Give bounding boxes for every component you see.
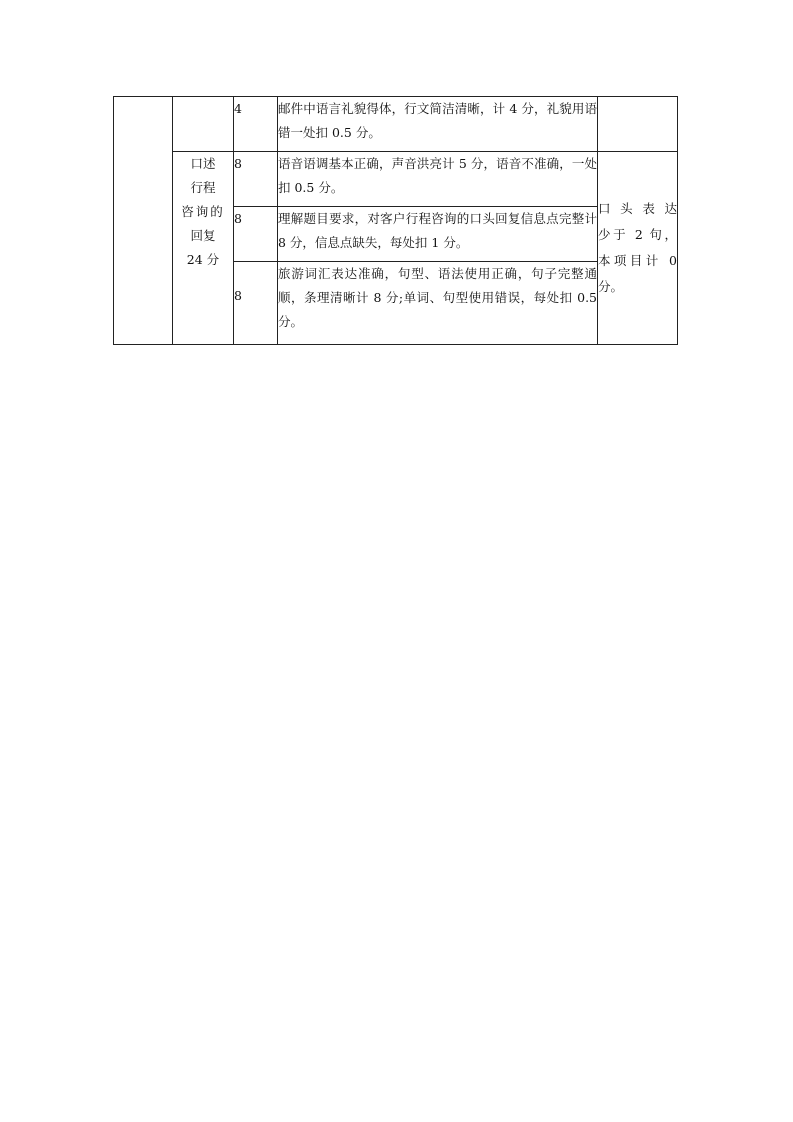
category-line: 24 分 [186,252,220,267]
category-cell [173,152,234,345]
scoring-rubric-table [113,96,678,345]
category-line: 口述 [190,156,216,171]
empty-section-cell [114,97,173,345]
category-line: 回复 [190,228,216,243]
category-line: 咨询的 [181,204,225,219]
score-cell: 4 [234,97,278,152]
score-cell: 8 [234,262,278,345]
table-row [114,152,678,207]
note-line: 少于 2 句， [598,227,677,242]
empty-category-cell [173,97,234,152]
score-cell: 8 [234,152,278,207]
criteria-cell: 邮件中语言礼貌得体，行文简洁清晰，计 4 分，礼貌用语错一处扣 0.5 分。 [278,97,598,152]
empty-note-cell [598,97,678,152]
note-line: 口头表达 [598,201,677,216]
criteria-cell: 理解题目要求，对客户行程咨询的口头回复信息点完整计 8 分，信息点缺失，每处扣 1 分。 [278,207,598,262]
note-line: 本项目计 0 [598,253,677,268]
note-cell [598,152,678,345]
category-line: 行程 [190,180,216,195]
criteria-cell: 旅游词汇表达准确，句型、语法使用正确，句子完整通顺，条理清晰计 8 分;单词、句型使用错误，每处扣 0.5 分。 [278,262,598,345]
criteria-cell: 语音语调基本正确，声音洪亮计 5 分，语音不准确，一处扣 0.5 分。 [278,152,598,207]
note-line: 分。 [598,279,624,294]
score-cell: 8 [234,207,278,262]
table-row [114,97,678,152]
